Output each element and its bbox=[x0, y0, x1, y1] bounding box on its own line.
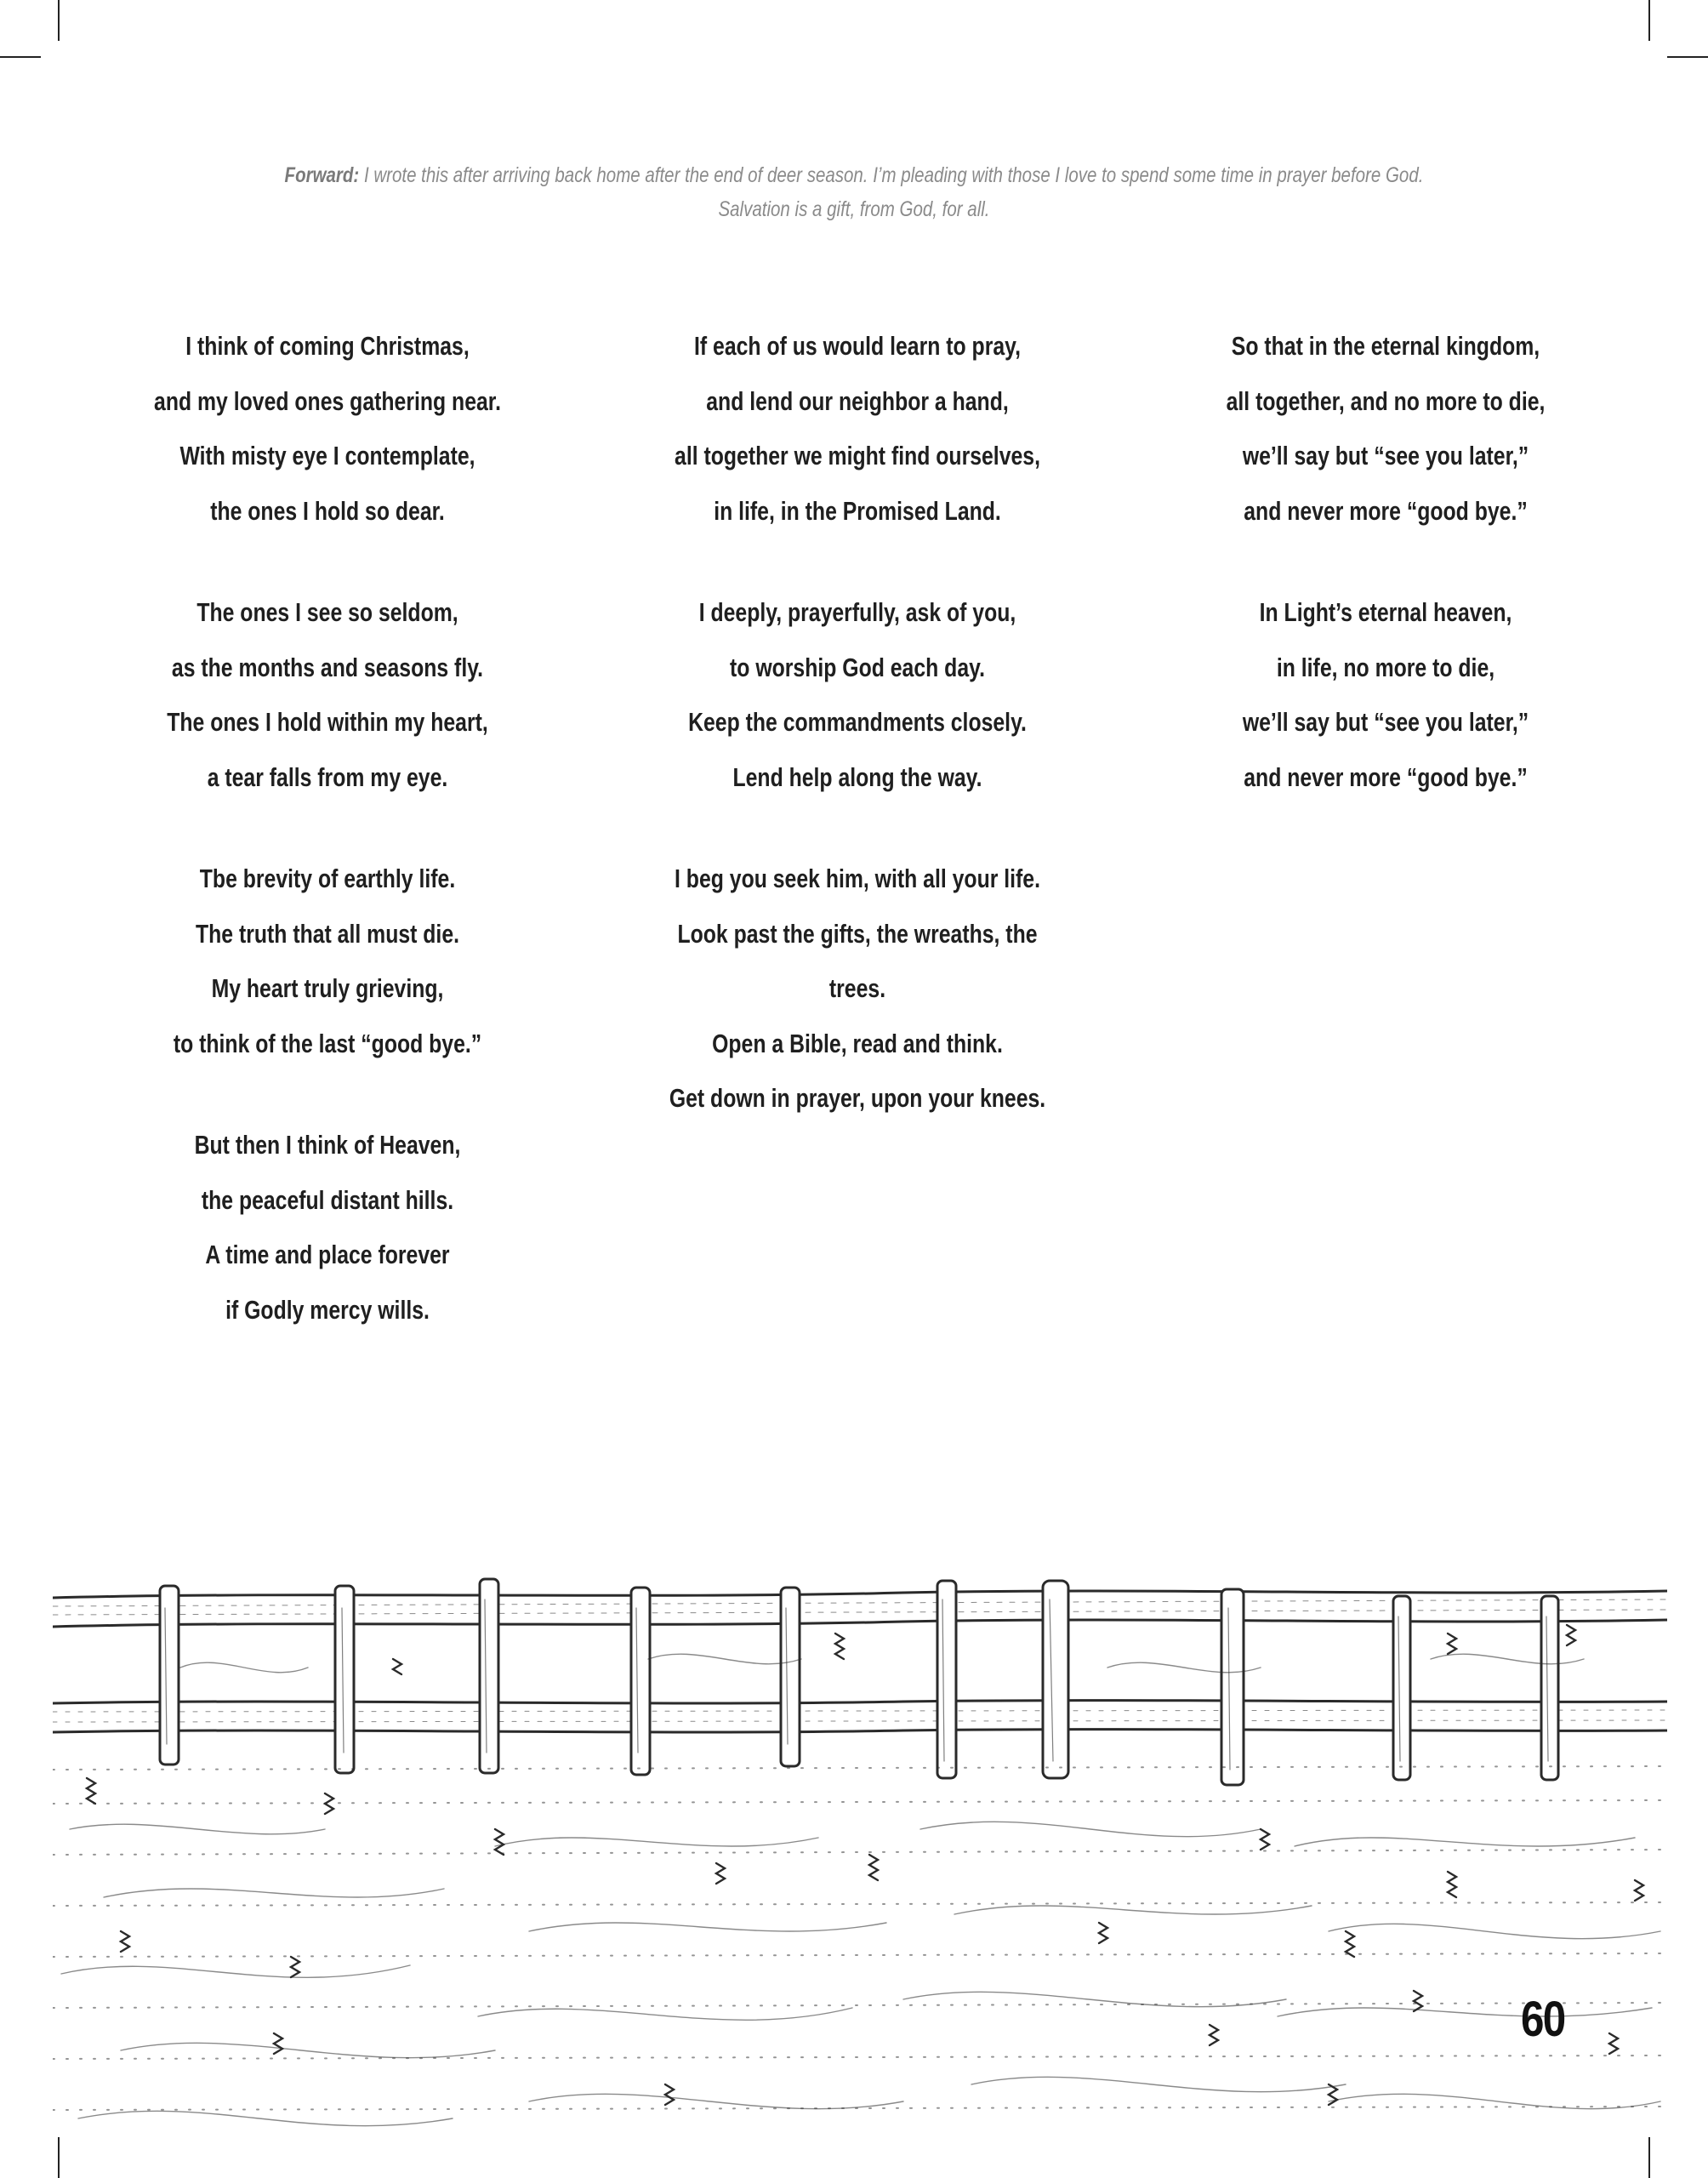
poem-line: If each of us would learn to pray, bbox=[693, 331, 1021, 361]
stanza bbox=[55, 319, 600, 539]
crop-mark bbox=[0, 56, 41, 58]
stanza bbox=[55, 852, 600, 1071]
poem-line: in life, no more to die, bbox=[1276, 652, 1495, 682]
page-number: 60 bbox=[1521, 1992, 1565, 2047]
poem-line: and never more “good bye.” bbox=[1244, 495, 1528, 526]
crop-mark bbox=[1648, 0, 1650, 41]
stanza bbox=[1113, 319, 1658, 539]
poem-line: With misty eye I contemplate, bbox=[179, 441, 475, 470]
stanza bbox=[585, 585, 1130, 805]
poem-line: trees. bbox=[828, 973, 886, 1003]
poem-line: if Godly mercy wills. bbox=[225, 1294, 430, 1325]
poem-line: So that in the eternal kingdom, bbox=[1231, 331, 1540, 361]
fence-post bbox=[160, 1586, 179, 1765]
fence-post bbox=[1393, 1596, 1410, 1780]
poem-line: I beg you seek him, with all your life. bbox=[675, 864, 1040, 893]
poem-line: A time and place forever bbox=[205, 1240, 450, 1269]
poem-line: and lend our neighbor a hand, bbox=[706, 385, 1009, 416]
fence-post bbox=[631, 1588, 650, 1775]
poem-line: and never more “good bye.” bbox=[1244, 761, 1528, 792]
fence-rail-bottom bbox=[53, 1701, 1667, 1703]
poem-line: as the months and seasons fly. bbox=[171, 652, 484, 682]
foreword bbox=[154, 158, 1555, 226]
poem-line: Lend help along the way. bbox=[732, 761, 982, 792]
stanza bbox=[55, 585, 600, 805]
poem-line: to think of the last “good bye.” bbox=[173, 1028, 482, 1058]
poem-line: we’ll say but “see you later,” bbox=[1242, 441, 1529, 470]
poem-line: we’ll say but “see you later,” bbox=[1242, 707, 1529, 737]
fence-post bbox=[1541, 1596, 1558, 1780]
fence-post bbox=[335, 1586, 354, 1773]
poem-column-3 bbox=[1113, 319, 1658, 805]
poem-line: the peaceful distant hills. bbox=[201, 1184, 454, 1215]
poem-line: The ones I see so seldom, bbox=[196, 597, 458, 627]
poem-column-2 bbox=[585, 319, 1130, 1126]
stanza bbox=[585, 319, 1130, 539]
poem-line: and my loved ones gathering near. bbox=[154, 385, 501, 416]
poem-line: My heart truly grieving, bbox=[211, 973, 444, 1003]
poem-line: to worship God each day. bbox=[730, 652, 985, 682]
poem-line: Keep the commandments closely. bbox=[688, 707, 1027, 737]
poem bbox=[0, 319, 1708, 1357]
poem-line: a tear falls from my eye. bbox=[207, 761, 448, 792]
foreword-line-1 bbox=[154, 158, 1555, 192]
poem-line: Open a Bible, read and think. bbox=[712, 1028, 1003, 1058]
fence-post bbox=[1043, 1581, 1068, 1778]
foreword-text: I wrote this after arriving back home after the end of deer season. I’m pleading with those I love to spend some time in prayer before God. bbox=[359, 163, 1424, 187]
fence-post bbox=[937, 1581, 956, 1778]
poem-line: all together we might find ourselves, bbox=[675, 441, 1040, 470]
crop-mark bbox=[58, 0, 60, 41]
fence-post bbox=[1221, 1589, 1244, 1785]
poem-line: the ones I hold so dear. bbox=[210, 495, 445, 526]
poem-line: I deeply, prayerfully, ask of you, bbox=[698, 597, 1016, 627]
crop-mark bbox=[1667, 56, 1708, 58]
foreword-label: Forward: bbox=[284, 163, 360, 187]
poem-line: in life, in the Promised Land. bbox=[714, 495, 1001, 526]
stanza bbox=[1113, 585, 1658, 805]
poem-line: But then I think of Heaven, bbox=[194, 1130, 461, 1160]
stanza bbox=[55, 1118, 600, 1337]
fence-illustration bbox=[53, 1574, 1667, 2161]
poem-line: Tbe brevity of earthly life. bbox=[199, 864, 456, 893]
poem-line: I think of coming Christmas, bbox=[185, 331, 470, 361]
fence-rail-top bbox=[53, 1591, 1667, 1598]
fence-post bbox=[781, 1588, 800, 1766]
poem-line: The truth that all must die. bbox=[195, 918, 460, 949]
poem-line: Get down in prayer, upon your knees. bbox=[669, 1083, 1046, 1113]
stanza bbox=[585, 852, 1130, 1126]
poem-line: Look past the gifts, the wreaths, the bbox=[677, 918, 1038, 949]
poem-column-1 bbox=[55, 319, 600, 1337]
poem-line: The ones I hold within my heart, bbox=[167, 707, 488, 737]
fence-post bbox=[480, 1579, 498, 1773]
poem-line: all together, and no more to die, bbox=[1226, 385, 1546, 416]
poem-line: In Light’s eternal heaven, bbox=[1259, 597, 1512, 627]
foreword-line-2: Salvation is a gift, from God, for all. bbox=[718, 197, 990, 221]
